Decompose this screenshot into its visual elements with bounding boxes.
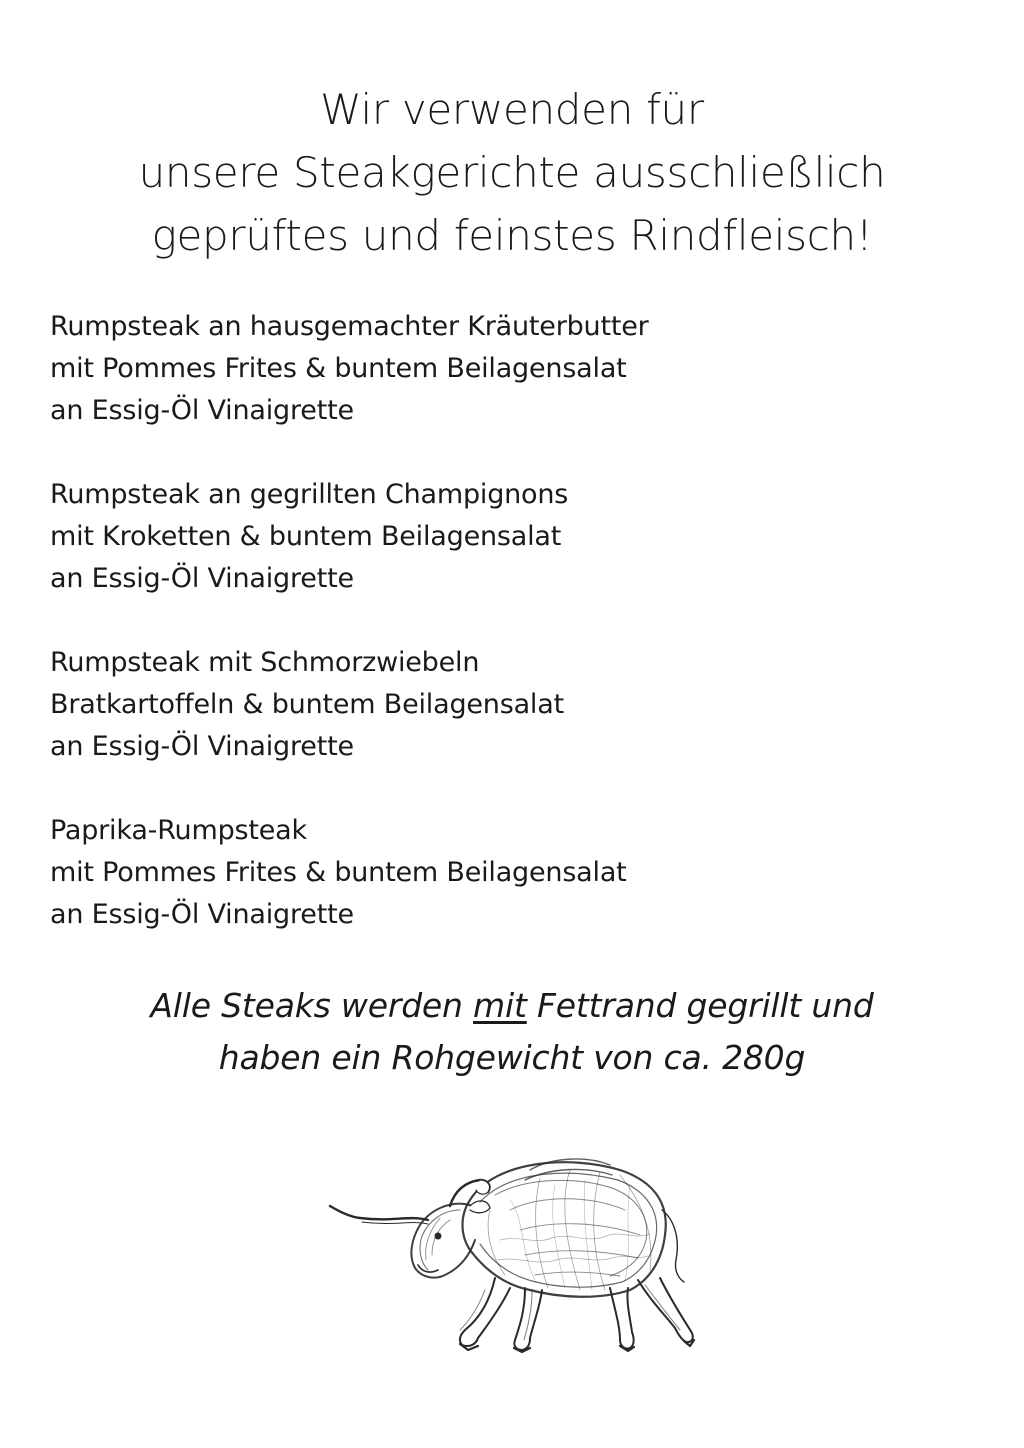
dish-sides: mit Pommes Frites & buntem Beilagensalat: [50, 353, 627, 384]
bull-sketch-icon: [320, 1140, 700, 1360]
menu-item-schmorzwiebeln: [50, 642, 990, 768]
steak-weight-note: [0, 980, 1024, 1084]
dish-sides: Bratkartoffeln & buntem Beilagensalat: [50, 689, 564, 720]
note-text-before: Alle Steaks werden: [150, 986, 474, 1025]
dish-sides: mit Pommes Frites & buntem Beilagensalat: [50, 857, 627, 888]
dish-dressing: an Essig-Öl Vinaigrette: [50, 563, 354, 594]
dish-dressing: an Essig-Öl Vinaigrette: [50, 899, 354, 930]
menu-item-champignons: [50, 474, 990, 600]
note-text-after: Fettrand gegrillt und: [526, 986, 874, 1025]
note-line-1: [0, 980, 1024, 1032]
dish-title: Rumpsteak an hausgemachter Kräuterbutter: [50, 311, 649, 342]
title-line-1: Wir verwenden für: [320, 85, 704, 134]
note-line-2: haben ein Rohgewicht von ca. 280g: [218, 1038, 806, 1077]
dish-title: Rumpsteak mit Schmorzwiebeln: [50, 647, 480, 678]
dish-dressing: an Essig-Öl Vinaigrette: [50, 395, 354, 426]
steak-menu-list: [50, 306, 990, 978]
dish-dressing: an Essig-Öl Vinaigrette: [50, 731, 354, 762]
dish-sides: mit Kroketten & buntem Beilagensalat: [50, 521, 562, 552]
note-underlined-word: mit: [473, 986, 527, 1025]
menu-item-paprika: [50, 810, 990, 936]
title-line-2: unsere Steakgerichte ausschließlich: [138, 148, 886, 197]
page-title: [0, 78, 1024, 267]
title-line-3: geprüftes und feinstes Rindfleisch!: [151, 211, 873, 260]
dish-title: Paprika-Rumpsteak: [50, 815, 307, 846]
menu-item-kraeuterbutter: [50, 306, 990, 432]
dish-title: Rumpsteak an gegrillten Champignons: [50, 479, 569, 510]
